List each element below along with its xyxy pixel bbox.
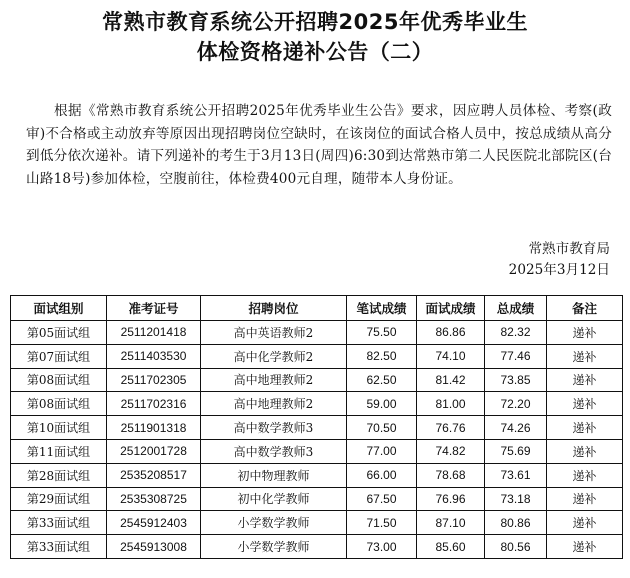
table-body bbox=[11, 321, 623, 559]
table-row bbox=[11, 463, 623, 487]
candidate-table bbox=[10, 295, 623, 559]
position-cell: 高中英语教师2 bbox=[201, 321, 347, 345]
header-cell: 准考证号 bbox=[107, 296, 201, 321]
exam-id-cell: 2511702305 bbox=[107, 368, 201, 392]
table-row bbox=[11, 392, 623, 416]
interview-score-cell: 78.68 bbox=[417, 463, 485, 487]
exam-id-cell: 2511201418 bbox=[107, 321, 201, 345]
table-row bbox=[11, 439, 623, 463]
exam-id-cell: 2511702316 bbox=[107, 392, 201, 416]
table-row bbox=[11, 511, 623, 535]
written-score-cell: 66.00 bbox=[347, 463, 417, 487]
remark-cell: 递补 bbox=[547, 487, 623, 511]
table-row bbox=[11, 344, 623, 368]
group-cell: 第29面试组 bbox=[11, 487, 107, 511]
table-row bbox=[11, 535, 623, 559]
group-cell: 第33面试组 bbox=[11, 511, 107, 535]
total-score-cell: 73.18 bbox=[485, 487, 547, 511]
total-score-cell: 82.32 bbox=[485, 321, 547, 345]
group-cell: 第33面试组 bbox=[11, 535, 107, 559]
written-score-cell: 62.50 bbox=[347, 368, 417, 392]
remark-cell: 递补 bbox=[547, 321, 623, 345]
group-cell: 第07面试组 bbox=[11, 344, 107, 368]
total-score-cell: 72.20 bbox=[485, 392, 547, 416]
remark-cell: 递补 bbox=[547, 368, 623, 392]
total-score-cell: 77.46 bbox=[485, 344, 547, 368]
interview-score-cell: 74.82 bbox=[417, 439, 485, 463]
written-score-cell: 67.50 bbox=[347, 487, 417, 511]
exam-id-cell: 2511403530 bbox=[107, 344, 201, 368]
written-score-cell: 73.00 bbox=[347, 535, 417, 559]
group-cell: 第28面试组 bbox=[11, 463, 107, 487]
position-cell: 小学数学教师 bbox=[201, 535, 347, 559]
header-cell: 面试组别 bbox=[11, 296, 107, 321]
remark-cell: 递补 bbox=[547, 535, 623, 559]
title-line-1: 常熟市教育系统公开招聘2025年优秀毕业生 bbox=[102, 10, 528, 34]
table-row bbox=[11, 416, 623, 440]
total-score-cell: 80.56 bbox=[485, 535, 547, 559]
notice-body: 根据《常熟市教育系统公开招聘2025年优秀毕业生公告》要求，因应聘人员体检、考察(政审)不合格或主动放弃等原因出现招聘岗位空缺时，在该岗位的面试合格人员中，按总成绩从高分到低分依次递补。请下列递补的考生于3月13日(周四)6:30到达常熟市第二人民医院北部院区(台山路18号)参加体检，空腹前往，体检费400元自理，随带本人身份证。 bbox=[26, 103, 612, 187]
position-cell: 高中地理教师2 bbox=[201, 368, 347, 392]
position-cell: 高中化学教师2 bbox=[201, 344, 347, 368]
table-row bbox=[11, 321, 623, 345]
position-cell: 初中化学教师 bbox=[201, 487, 347, 511]
remark-cell: 递补 bbox=[547, 392, 623, 416]
group-cell: 第11面试组 bbox=[11, 439, 107, 463]
total-score-cell: 73.85 bbox=[485, 368, 547, 392]
group-cell: 第08面试组 bbox=[11, 392, 107, 416]
remark-cell: 递补 bbox=[547, 463, 623, 487]
exam-id-cell: 2545912403 bbox=[107, 511, 201, 535]
group-cell: 第10面试组 bbox=[11, 416, 107, 440]
interview-score-cell: 74.10 bbox=[417, 344, 485, 368]
total-score-cell: 80.86 bbox=[485, 511, 547, 535]
position-cell: 小学数学教师 bbox=[201, 511, 347, 535]
written-score-cell: 77.00 bbox=[347, 439, 417, 463]
position-cell: 初中物理教师 bbox=[201, 463, 347, 487]
position-cell: 高中数学教师3 bbox=[201, 439, 347, 463]
table-header-row bbox=[11, 296, 623, 321]
group-cell: 第05面试组 bbox=[11, 321, 107, 345]
remark-cell: 递补 bbox=[547, 344, 623, 368]
header-cell: 笔试成绩 bbox=[347, 296, 417, 321]
title-line-2: 体检资格递补公告（二） bbox=[196, 40, 434, 64]
table-row bbox=[11, 487, 623, 511]
written-score-cell: 82.50 bbox=[347, 344, 417, 368]
total-score-cell: 75.69 bbox=[485, 439, 547, 463]
interview-score-cell: 81.42 bbox=[417, 368, 485, 392]
total-score-cell: 73.61 bbox=[485, 463, 547, 487]
interview-score-cell: 76.76 bbox=[417, 416, 485, 440]
exam-id-cell: 2512001728 bbox=[107, 439, 201, 463]
exam-id-cell: 2545913008 bbox=[107, 535, 201, 559]
interview-score-cell: 85.60 bbox=[417, 535, 485, 559]
exam-id-cell: 2535308725 bbox=[107, 487, 201, 511]
total-score-cell: 74.26 bbox=[485, 416, 547, 440]
position-cell: 高中数学教师3 bbox=[201, 416, 347, 440]
header-cell: 面试成绩 bbox=[417, 296, 485, 321]
header-cell: 备注 bbox=[547, 296, 623, 321]
interview-score-cell: 86.86 bbox=[417, 321, 485, 345]
remark-cell: 递补 bbox=[547, 439, 623, 463]
remark-cell: 递补 bbox=[547, 511, 623, 535]
issuer-name: 常熟市教育局 bbox=[528, 241, 610, 257]
written-score-cell: 59.00 bbox=[347, 392, 417, 416]
header-cell: 招聘岗位 bbox=[201, 296, 347, 321]
exam-id-cell: 2511901318 bbox=[107, 416, 201, 440]
group-cell: 第08面试组 bbox=[11, 368, 107, 392]
interview-score-cell: 87.10 bbox=[417, 511, 485, 535]
exam-id-cell: 2535208517 bbox=[107, 463, 201, 487]
written-score-cell: 70.50 bbox=[347, 416, 417, 440]
issue-date: 2025年3月12日 bbox=[508, 262, 610, 278]
interview-score-cell: 81.00 bbox=[417, 392, 485, 416]
written-score-cell: 75.50 bbox=[347, 321, 417, 345]
remark-cell: 递补 bbox=[547, 416, 623, 440]
position-cell: 高中地理教师2 bbox=[201, 392, 347, 416]
table-row bbox=[11, 368, 623, 392]
header-cell: 总成绩 bbox=[485, 296, 547, 321]
written-score-cell: 71.50 bbox=[347, 511, 417, 535]
interview-score-cell: 76.96 bbox=[417, 487, 485, 511]
